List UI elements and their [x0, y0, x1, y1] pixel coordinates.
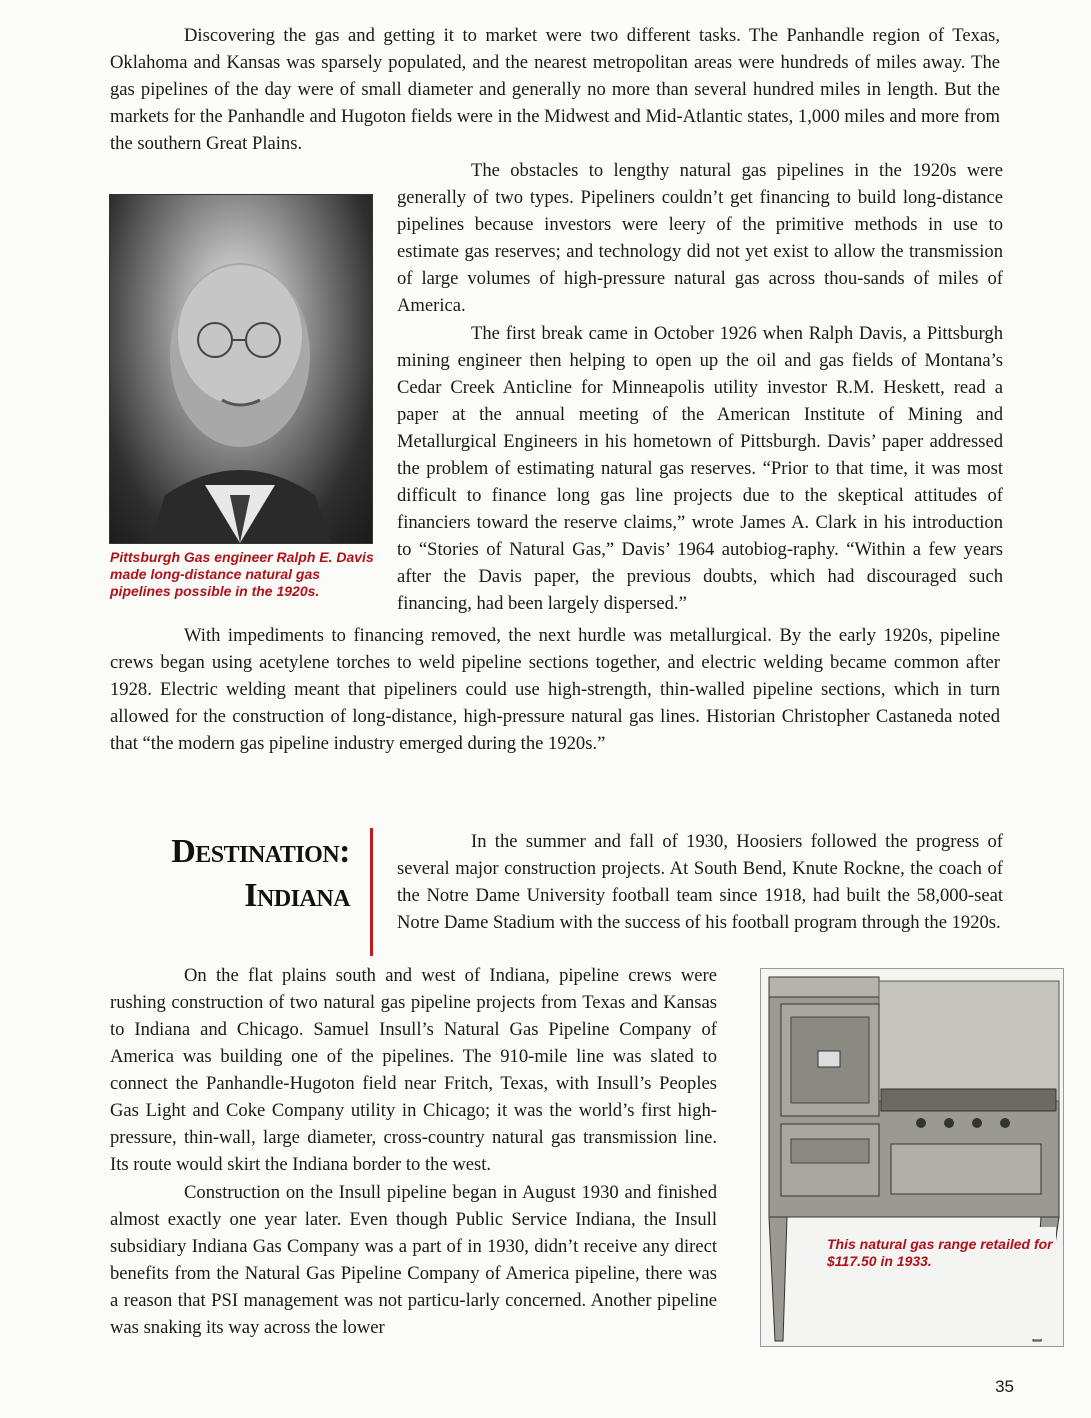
paragraph-first-break: The first break came in October 1926 when Ralph Davis, a Pittsburgh mining engineer then helping to open up the oil and gas fields of Montana’s Cedar Creek Anticline for Minneapolis utility investor R.M. Heskett, read a paper at the annual meeting of the American Institute of Mining and Metallurgical Engineers in his hometown of Pittsburgh. Davis’ paper addressed the problem of estimating natural gas reserves. “Prior to that time, it was most difficult to finance long gas line projects due to the skeptical attitudes of financiers toward the reserve claims,” wrote James A. Clark in his introduction to “Stories of Natural Gas,” Davis’ 1964 autobiog-raphy. “Within a few years after the Davis paper, the previous doubts, which had discouraged such financing, had been largely dispersed.” — [397, 323, 1003, 614]
gas-range-photo — [760, 968, 1064, 1347]
heading-line-1: Destination: — [171, 833, 350, 870]
paragraph-insull: Construction on the Insull pipeline began in August 1930 and finished almost exactly one year later. Even though Public Service Indiana, the Insull subsidiary Indiana Gas Company was a part of in 1930, didn’t receive any direct benefits from the Natural Gas Pipeline Company of America pipeline, there was a reason that PSI management was not particu-larly concerned. Another pipeline was snaking its way across the lower — [110, 1182, 717, 1338]
paragraph-metallurgy: With impediments to financing removed, the next hurdle was metallurgical. By the early 1920s, pipeline crews began using acetylene torches to weld pipeline sections together, and electric welding became common after 1928. Electric welding meant that pipeliners could use high-strength, thin-walled pipeline sections, which in turn allowed for the construction of long-distance, high-pressure natural gas lines. Historian Christopher Castaneda noted that “the modern gas pipeline industry emerged during the 1920s.” — [110, 625, 1000, 754]
section-heading — [150, 830, 350, 918]
ralph-davis-portrait — [109, 194, 373, 544]
page-number: 35 — [995, 1377, 1014, 1396]
paragraph-pipeline-crews: On the flat plains south and west of Indiana, pipeline crews were rushing construction of two natural gas pipeline projects from Texas and Kansas to Indiana and Chicago. Samuel Insull’s Natural Gas Pipeline Company of America was building one of the pipelines. The 910-mile line was slated to connect the Panhandle-Hugoton field near Fritch, Texas, with Insull’s Peoples Gas Light and Coke Company utility in Chicago; it was the world’s first high-pressure, thin-wall, large diameter, cross-country natural gas transmission line. Its route would skirt the Indiana border to the west. — [110, 965, 717, 1175]
heading-line-2: Indiana — [244, 877, 350, 914]
paragraph-intro: Discovering the gas and getting it to market were two different tasks. The Panhandle region of Texas, Oklahoma and Kansas was sparsely populated, and the nearest metropolitan areas were hundreds of miles away. The gas pipelines of the day were of small diameter and generally no more than several hundred miles in length. But the markets for the Panhandle and Hugoton fields were in the Midwest and Mid-Atlantic states, 1,000 miles and more from the southern Great Plains. — [110, 25, 1000, 154]
photo-caption: Pittsburgh Gas engineer Ralph E. Davis made long-distance natural gas pipelines possible in the 1920s. — [110, 549, 374, 599]
paragraph-obstacles: The obstacles to lengthy natural gas pipelines in the 1920s were generally of two types. Pipeliners couldn’t get financing to build long-distance pipelines because investors were leery of the primitive methods in use to estimate gas reserves; and technology did not yet exist to allow the transmission of large volumes of high-pressure natural gas across thou-sands of miles of America. — [397, 160, 1003, 316]
paragraph-notre-dame: In the summer and fall of 1930, Hoosiers followed the progress of several major construction projects. At South Bend, Knute Rockne, the coach of the Notre Dame University football team since 1918, had built the 58,000-seat Notre Dame Stadium with the success of his football program through the 1920s. — [397, 831, 1003, 933]
heading-rule — [370, 828, 373, 956]
stove-caption: This natural gas range retailed for $117.50 in 1933. — [827, 1236, 1053, 1269]
